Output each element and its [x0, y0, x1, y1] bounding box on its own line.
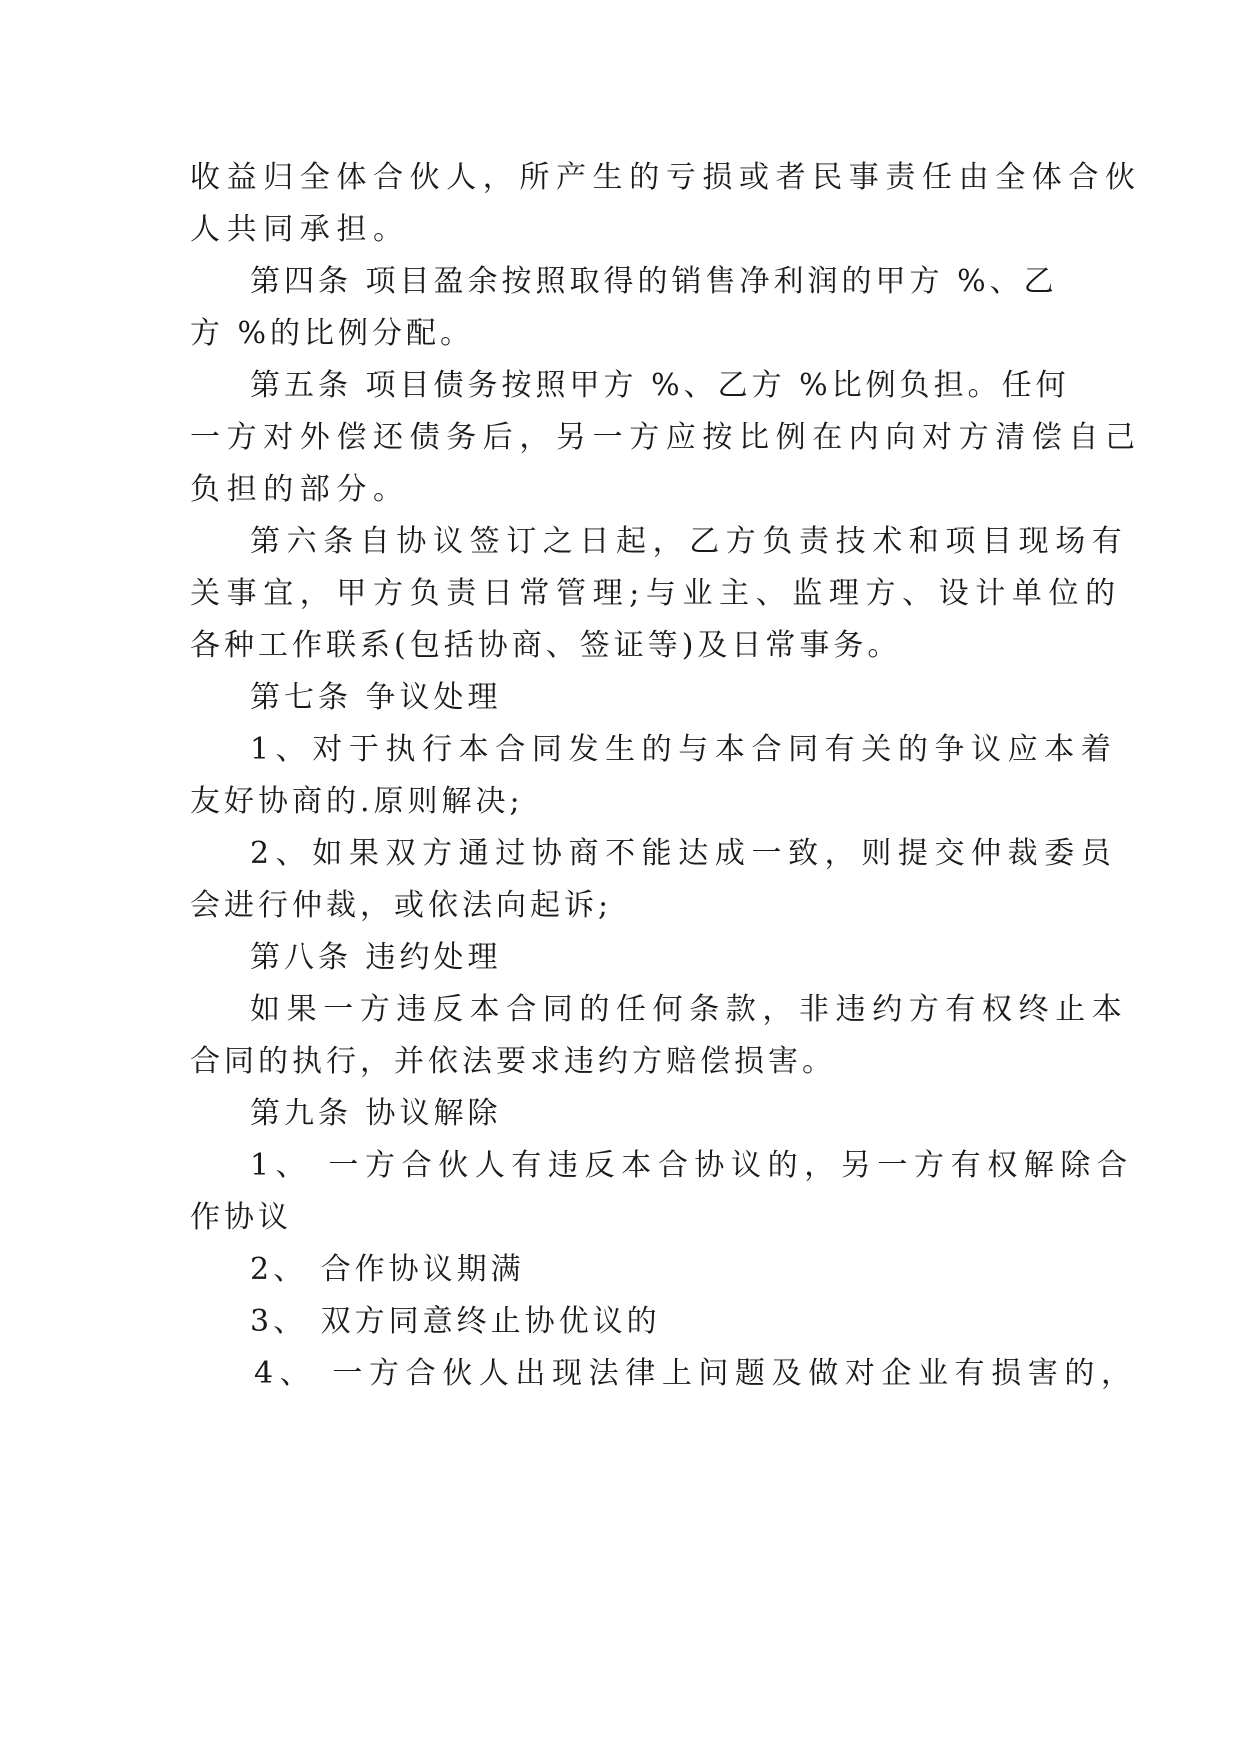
text-line: 合同的执行，并依法要求违约方赔偿损害。 — [190, 1044, 836, 1079]
article-6-heading: 第六条自协议签订之日起，乙方负责技术和项目现场有 — [250, 524, 1129, 559]
clause-item: 1、 一方合伙人有违反本合协议的，另一方有权解除合 — [250, 1148, 1134, 1183]
article-8-heading: 第八条 违约处理 — [250, 940, 502, 975]
text-line: 作协议 — [190, 1200, 292, 1235]
text-line: 收益归全体合伙人，所产生的亏损或者民事责任由全体合伙 — [190, 160, 1142, 195]
article-7-heading: 第七条 争议处理 — [250, 680, 502, 715]
clause-item: 3、 双方同意终止协优议的 — [250, 1304, 661, 1339]
text-line: 会进行仲裁，或依法向起诉; — [190, 888, 613, 923]
text-line: 友好协商的.原则解决; — [190, 784, 524, 819]
article-9-heading: 第九条 协议解除 — [250, 1096, 502, 1131]
text-line: 人共同承担。 — [190, 212, 410, 247]
text-line: 方 %的比例分配。 — [190, 316, 475, 351]
text-line: 一方对外偿还债务后，另一方应按比例在内向对方清偿自己 — [190, 420, 1142, 455]
text-line: 关事宜，甲方负责日常管理;与业主、监理方、设计单位的 — [190, 576, 1122, 611]
clause-item: 2、 合作协议期满 — [250, 1252, 525, 1287]
clause-item: 4、 一方合伙人出现法律上问题及做对企业有损害的， — [254, 1356, 1138, 1391]
article-5-heading: 第五条 项目债务按照甲方 %、乙方 %比例负担。任何 — [250, 368, 1070, 403]
article-4-heading: 第四条 项目盈余按照取得的销售净利润的甲方 %、乙 — [250, 264, 1058, 299]
text-line: 如果一方违反本合同的任何条款，非违约方有权终止本 — [250, 992, 1129, 1027]
clause-item: 2、如果双方通过协商不能达成一致，则提交仲裁委员 — [250, 836, 1118, 871]
text-line: 负担的部分。 — [190, 472, 410, 507]
clause-item: 1、对于执行本合同发生的与本合同有关的争议应本着 — [250, 732, 1118, 767]
text-line: 各种工作联系(包括协商、签证等)及日常事务。 — [190, 628, 902, 663]
